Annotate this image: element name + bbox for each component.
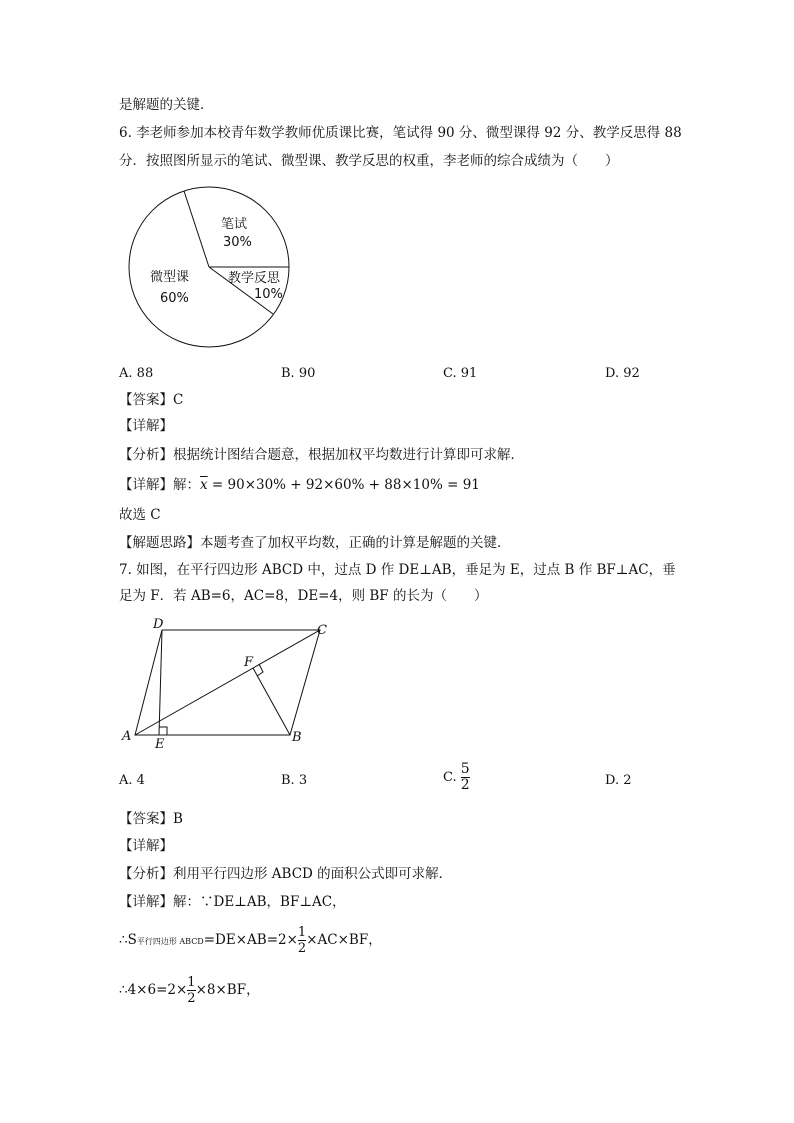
q6-text-line1: 6. 李老师参加本校青年数学教师优质课比赛，笔试得 90 分、微型课得 92 分、教学反思得 88 — [119, 125, 682, 141]
pie-label-reflection: 教学反思 — [228, 271, 281, 286]
right-angle-e — [159, 727, 167, 735]
q7-analysis: 【分析】利用平行四边形 ABCD 的面积公式即可求解． — [119, 866, 453, 882]
q6-idea: 【解题思路】本题考查了加权平均数，正确的计算是解题的关键． — [119, 535, 511, 551]
q7-solution: 【详解】解：∵DE⊥AB，BF⊥AC， — [119, 894, 346, 910]
q7-text-line1: 7. 如图，在平行四边形 ABCD 中，过点 D 作 DE⊥AB，垂足为 E，过点 B 作 BF⊥AC，垂 — [119, 562, 676, 578]
q6-detail-tag: 【详解】 — [119, 418, 173, 434]
pie-percent-reflection: 10% — [254, 287, 283, 302]
q7-option-b[interactable]: B. 3 — [281, 773, 308, 788]
intro-line: 是解题的关键． — [119, 97, 214, 113]
q7-option-a[interactable]: A. 4 — [119, 773, 145, 788]
q6-option-c[interactable]: C. 91 — [443, 366, 478, 381]
label-e: E — [155, 737, 165, 752]
label-c: C — [317, 623, 327, 638]
q6-solution: 【详解】解：$\overline{x} = 90\times 30\% + 92\times 60\% + 88\times 10\% = 91$ — [119, 477, 480, 493]
label-a: A — [122, 729, 132, 744]
q7-option-d[interactable]: D. 2 — [605, 773, 632, 788]
pie-divider-written-micro — [184, 191, 209, 267]
q6-option-d[interactable]: D. 92 — [605, 366, 640, 381]
segment-bf — [253, 668, 290, 735]
q6-pie-chart — [120, 182, 300, 352]
q6-option-a[interactable]: A. 88 — [119, 366, 154, 381]
q7-option-c[interactable]: C. $\frac{5}{2}$ — [443, 761, 470, 793]
label-d: D — [153, 617, 164, 632]
diagonal-ac — [135, 630, 320, 735]
q7-step2: ∴4×6=2× $\frac{1}{2}$ ×8×BF， — [119, 975, 260, 1006]
q6-answer: 【答案】C — [119, 392, 184, 408]
q6-analysis: 【分析】根据统计图结合题意，根据加权平均数进行计算即可求解． — [119, 447, 524, 463]
q7-step1: ∴S平行四边形 ABCD=DE×AB=2× $\frac{1}{2}$ ×AC×BF， — [119, 925, 382, 956]
pie-percent-micro: 60% — [160, 291, 189, 306]
label-f: F — [244, 655, 254, 670]
label-b: B — [292, 730, 302, 745]
segment-de — [159, 630, 162, 735]
pie-percent-written: 30% — [223, 235, 252, 250]
q7-answer: 【答案】B — [119, 811, 183, 827]
q7-parallelogram-figure — [118, 612, 338, 752]
q7-text-line2: 足为 F．若 AB=6，AC=8，DE=4，则 BF 的长为（ ） — [119, 588, 488, 604]
q6-option-b[interactable]: B. 90 — [281, 366, 316, 381]
pie-label-micro: 微型课 — [150, 270, 190, 285]
pie-label-written: 笔试 — [221, 217, 248, 232]
q7-detail-tag: 【详解】 — [119, 838, 173, 854]
q6-conclusion: 故选 C — [119, 507, 161, 523]
q6-text-line2: 分．按照图所显示的笔试、微型课、教学反思的权重，李老师的综合成绩为（ ） — [119, 153, 619, 169]
